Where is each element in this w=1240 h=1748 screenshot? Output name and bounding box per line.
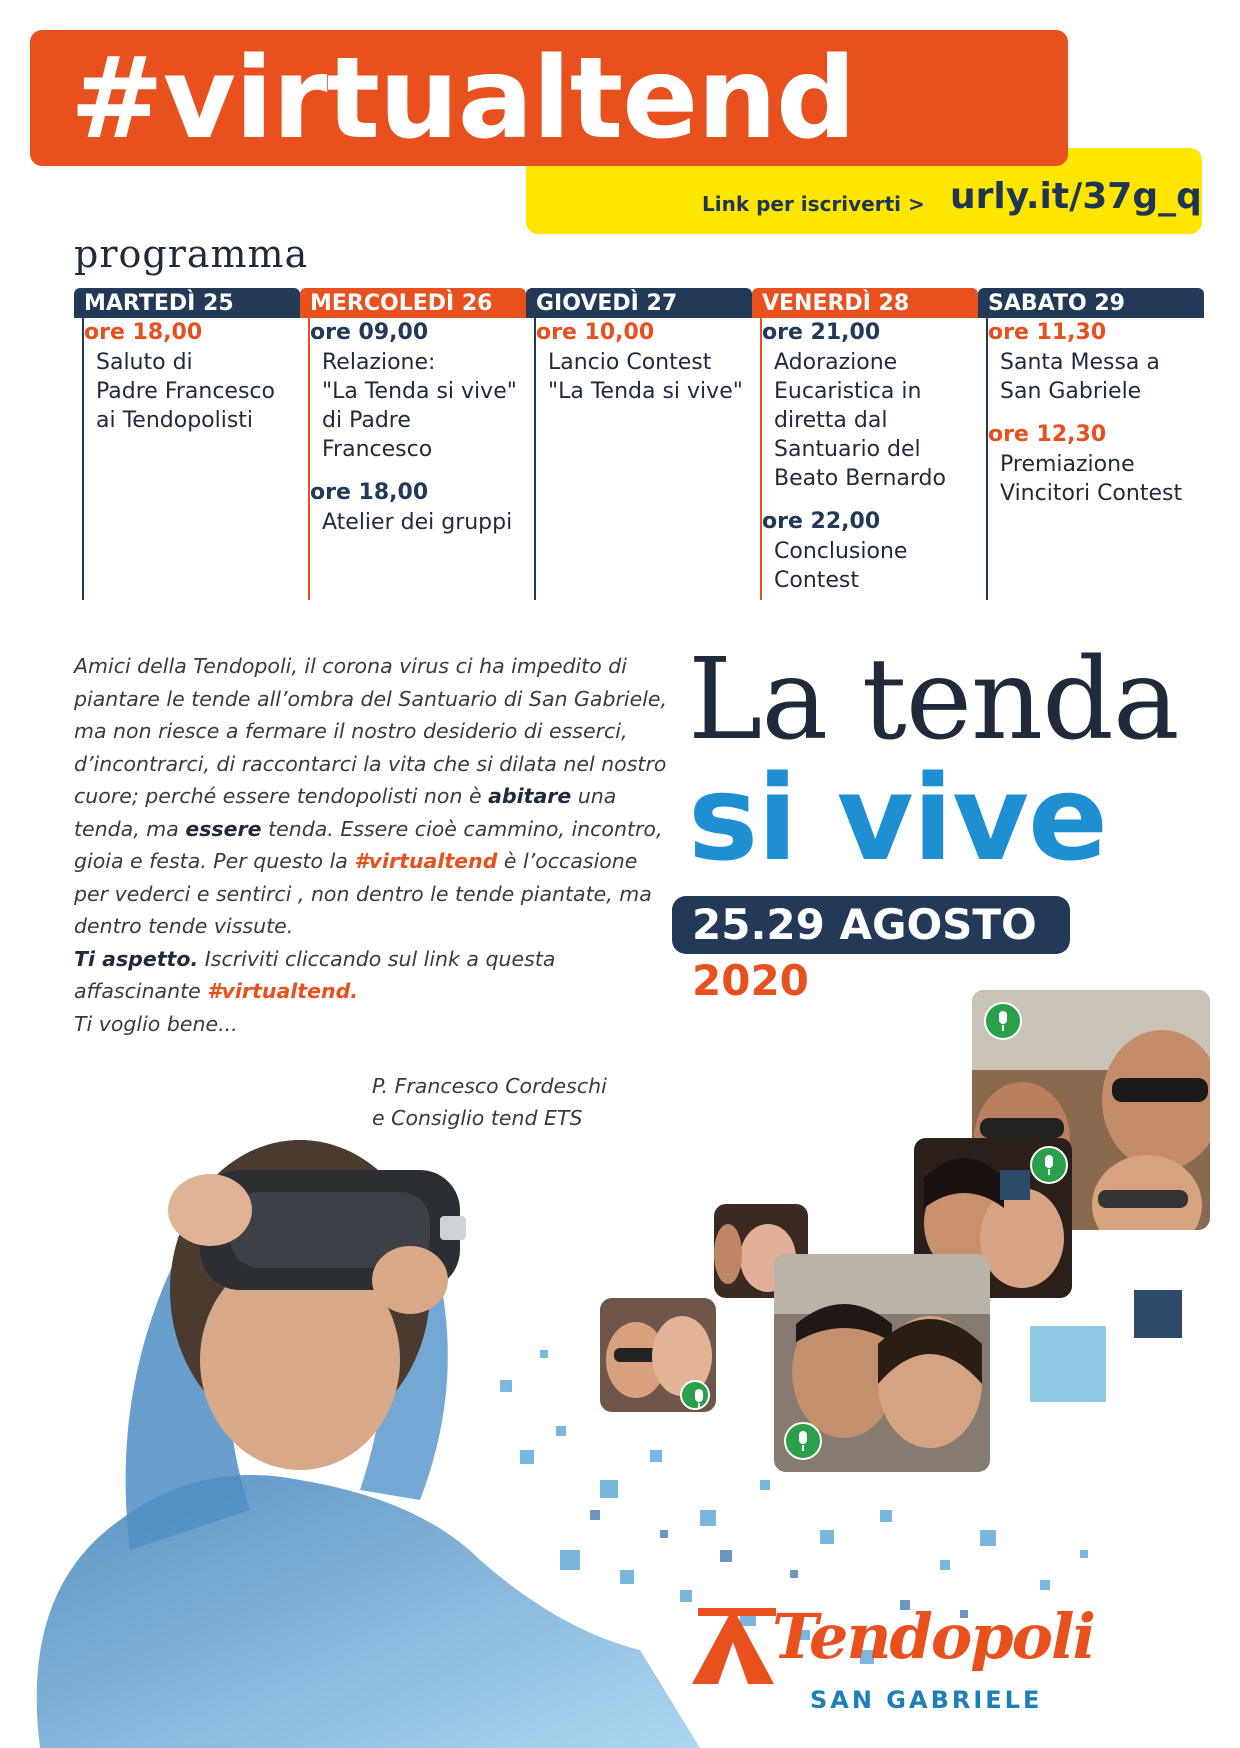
headline-line1: La tenda [688, 635, 1179, 765]
schedule-event [988, 420, 1204, 508]
event-description: Lancio Contest "La Tenda si vive" [548, 350, 743, 404]
link-label: Link per iscriverti > [702, 192, 925, 216]
day-column [978, 288, 1204, 600]
day-header: VENERDÌ 28 [752, 288, 978, 318]
program-title: programma [74, 232, 309, 276]
event-dates: 25.29 AGOSTO [692, 900, 1037, 949]
event-description: Atelier dei gruppi [322, 510, 513, 535]
schedule-event [310, 318, 526, 464]
event-description: Conclusione Contest [774, 539, 908, 593]
day-header: MERCOLEDÌ 26 [300, 288, 526, 318]
day-header: MARTEDÌ 25 [74, 288, 300, 318]
tendopoli-logo [686, 1594, 1095, 1734]
schedule-event [310, 478, 526, 537]
event-time: ore 12,30 [988, 422, 1107, 447]
schedule-event [762, 318, 978, 493]
welcome-message [74, 650, 674, 1040]
day-header: SABATO 29 [978, 288, 1204, 318]
event-time: ore 22,00 [762, 509, 881, 534]
event-time: ore 21,00 [762, 320, 881, 345]
day-header: GIOVEDÌ 27 [526, 288, 752, 318]
day-divider [986, 318, 988, 600]
hashtag-inline: #virtualtend [354, 849, 498, 873]
event-description: Saluto di Padre Francesco ai Tendopolisti [96, 350, 275, 433]
day-column [752, 288, 978, 600]
event-description: Relazione: "La Tenda si vive" di Padre Francesco [322, 350, 517, 462]
event-time: ore 11,30 [988, 320, 1107, 345]
event-time: ore 18,00 [310, 480, 429, 505]
dates-badge [672, 896, 1070, 954]
deco-square-navy [1134, 1290, 1182, 1338]
event-time: ore 09,00 [310, 320, 429, 345]
message-body: Amici della Tendopoli, il corona virus ci ha impedito di piantare le tende all’ombra del Santuario di San Gabriele, ma non riesce a fermare il nostro desiderio di esserci, d’incontrarci, di raccontarci la vita che si dilata nel nostro cuore; perché essere tendopolisti non è abitare una tenda, ma essere tenda. Essere cioè cammino, incontro, gioia e festa. Per questo la #virtualtend è l’occasione per vederci e sentirci , non dentro le tende piantate, ma dentro tende vissute. [74, 654, 668, 938]
event-description: Santa Messa a San Gabriele [1000, 350, 1160, 404]
tent-icon [688, 1602, 778, 1692]
day-column [300, 288, 526, 600]
program-schedule [74, 288, 1202, 600]
hashtag-banner [30, 30, 1068, 166]
logo-wordmark: Tendopoli [772, 1600, 1095, 1673]
headline-line2: si vive [688, 749, 1108, 887]
hashtag-inline: #virtualtend. [207, 979, 359, 1003]
schedule-event [762, 507, 978, 595]
event-time: ore 18,00 [84, 320, 203, 345]
day-divider [534, 318, 536, 600]
message-invite: Ti aspetto. Iscriviti cliccando sul link a questa affascinante #virtualtend. [74, 946, 556, 1003]
day-column [526, 288, 752, 600]
day-divider [308, 318, 310, 600]
schedule-event [536, 318, 752, 406]
day-column [74, 288, 300, 600]
event-description: Premiazione Vincitori Contest [1000, 452, 1183, 506]
event-time: ore 10,00 [536, 320, 655, 345]
microphone-icon [984, 1002, 1022, 1040]
schedule-event [84, 318, 300, 435]
event-year: 2020 [692, 956, 809, 1005]
registration-link[interactable]: urly.it/37g_q [950, 176, 1202, 217]
event-description: Adorazione Eucaristica in diretta dal Santuario del Beato Bernardo [774, 350, 946, 491]
signature: P. Francesco Cordeschi e Consiglio tend ETS [372, 1074, 607, 1130]
message-closing: Ti voglio bene... [74, 1011, 238, 1036]
day-divider [82, 318, 84, 600]
logo-subtitle: SAN GABRIELE [810, 1686, 1043, 1714]
day-divider [760, 318, 762, 600]
hashtag-title: #virtualtend [70, 34, 856, 164]
schedule-event [988, 318, 1204, 406]
